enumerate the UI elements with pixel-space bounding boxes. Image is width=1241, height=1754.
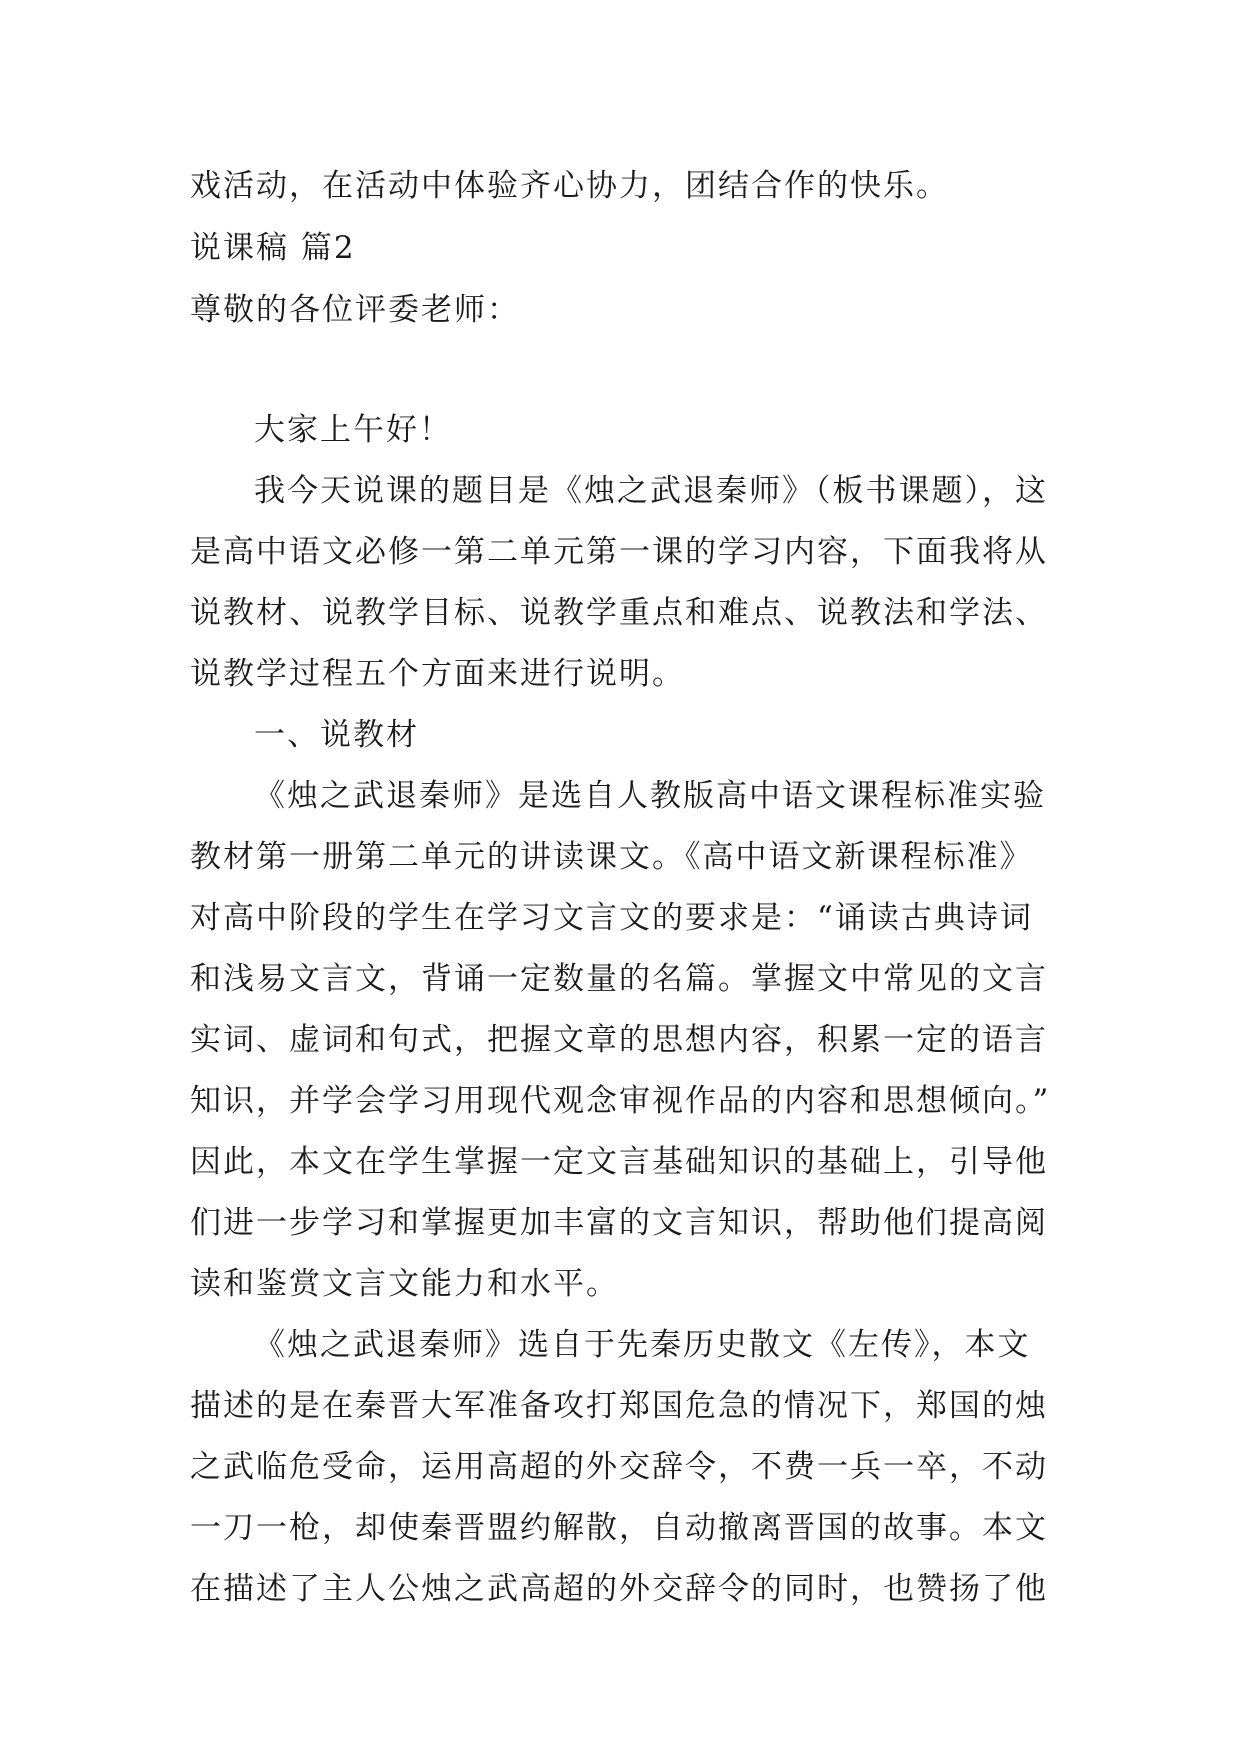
text-line: 《烛之武退秦师》是选自人教版高中语文课程标准实验	[254, 778, 1046, 814]
text-line: 《烛之武退秦师》选自于先秦历史散文《左传》，本文	[254, 1327, 1031, 1363]
text-line: 说教材、说教学目标、说教学重点和难点、说教法和学法、	[190, 595, 1048, 631]
text-line: 们进一步学习和掌握更加丰富的文言知识，帮助他们提高阅	[190, 1205, 1048, 1241]
text-line: 在描述了主人公烛之武高超的外交辞令的同时，也赞扬了他	[190, 1571, 1048, 1607]
text-line: 一刀一枪，却使秦晋盟约解散，自动撤离晋国的故事。本文	[190, 1510, 1048, 1546]
text-line: 戏活动，在活动中体验齐心协力，团结合作的快乐。	[190, 168, 949, 204]
text-line: 说教学过程五个方面来进行说明。	[190, 656, 685, 692]
text-line: 因此，本文在学生掌握一定文言基础知识的基础上，引导他	[190, 1144, 1048, 1180]
section-heading: 说课稿 篇2	[190, 230, 356, 266]
salutation: 尊敬的各位评委老师：	[190, 292, 520, 328]
text-line: 我今天说课的题目是《烛之武退秦师》（板书课题），这	[254, 473, 1048, 509]
text-line: 教材第一册第二单元的讲读课文。《高中语文新课程标准》	[190, 839, 1033, 875]
text-line: 描述的是在秦晋大军准备攻打郑国危急的情况下，郑国的烛	[190, 1388, 1048, 1424]
text-line: 知识，并学会学习用现代观念审视作品的内容和思想倾向。”	[190, 1083, 1051, 1119]
text-line: 读和鉴赏文言文能力和水平。	[190, 1266, 619, 1302]
text-line: 是高中语文必修一第二单元第一课的学习内容，下面我将从	[190, 534, 1048, 570]
subheading: 一、说教材	[254, 717, 419, 753]
text-line: 和浅易文言文，背诵一定数量的名篇。掌握文中常见的文言	[190, 961, 1048, 997]
greeting: 大家上午好！	[254, 412, 452, 448]
text-line: 实词、虚词和句式，把握文章的思想内容，积累一定的语言	[190, 1022, 1048, 1058]
text-line: 之武临危受命，运用高超的外交辞令，不费一兵一卒，不动	[190, 1449, 1048, 1485]
text-line: 对高中阶段的学生在学习文言文的要求是：“诵读古典诗词	[190, 900, 1033, 936]
